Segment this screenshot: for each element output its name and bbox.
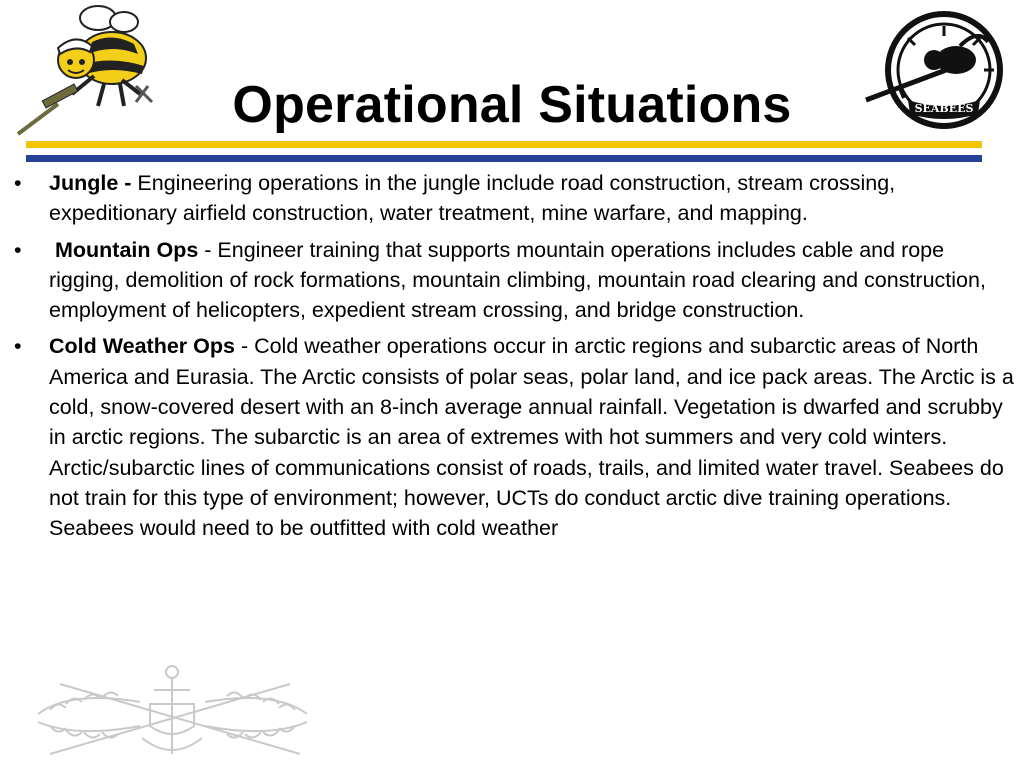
bullet-heading: Mountain Ops	[49, 237, 199, 262]
bullet-text: Engineering operations in the jungle include road construction, stream crossing, expeditionary airfield construction, water treatment, mine warfare, and mapping.	[49, 171, 896, 226]
bullet-heading: Cold Weather Ops	[49, 334, 235, 359]
bullet-marker: •	[14, 237, 22, 262]
white-divider-band	[26, 148, 982, 155]
bullet-heading: Jungle -	[49, 171, 138, 195]
bullet-text: - Cold weather operations occur in arctic regions and subarctic areas of North America and Eurasia. The Arctic consists of polar seas, polar land, and ice pack areas. The Arctic is a cold, snow-covered desert with an 8-inch average annual rainfall. Vegetation is dwarfed and scrubby in arctic regions. The subarctic is an area of extremes with hot summers and very cold winters. Arctic/subarctic lines of communications consist of roads, trails, and limited water travel. Seabees do not train for this type of environment; however, UCTs do conduct arctic dive training operations. Seabees would need to be outfitted with cold weather	[49, 334, 1014, 541]
bullet-cold-weather-ops	[0, 331, 1024, 543]
bullet-marker: •	[14, 334, 22, 359]
bullet-marker: •	[14, 171, 22, 195]
bullet-mountain-ops	[0, 235, 1024, 326]
seabees-logo-text: SEABEES	[914, 102, 974, 115]
seabees-circular-logo	[860, 8, 1020, 133]
bullet-text: - Engineer training that supports mountain operations includes cable and rope rigging, demolition of rock formations, mountain climbing, mountain road clearing and construction, employment of helicopters, expedient stream crossing, and bridge construction.	[49, 237, 986, 323]
bullet-jungle	[0, 168, 1024, 229]
blue-divider-band	[26, 155, 982, 162]
seabee-combat-warfare-emblem	[30, 662, 315, 762]
bullet-list	[0, 168, 1024, 550]
gold-divider-band	[26, 141, 982, 148]
page-title: Operational Situations	[232, 75, 792, 134]
